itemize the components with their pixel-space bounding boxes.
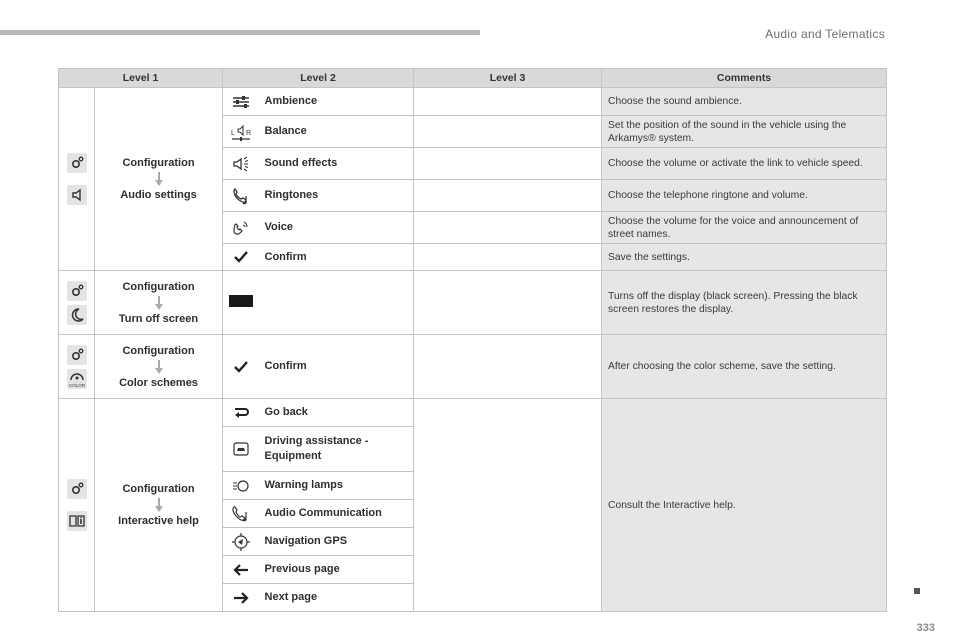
footer-marker [914, 588, 920, 594]
comment-cell: Save the settings. [602, 244, 887, 271]
level2-label: Driving assistance - Equipment [259, 427, 414, 472]
go-back-icon [223, 399, 259, 427]
moon-icon [67, 305, 87, 325]
comment-cell: Set the position of the sound in the vehicle using the Arkamys® system. [602, 116, 887, 148]
level1-top-label: Configuration [122, 344, 195, 357]
level1-cell [95, 88, 223, 271]
black-screen-icon [223, 271, 259, 335]
level2-label: Voice [259, 212, 414, 244]
car-icon [223, 427, 259, 472]
header-level-2: Level 2 [223, 69, 414, 88]
level1-top-label: Configuration [122, 483, 195, 495]
comment-cell: Choose the telephone ringtone and volume. [602, 180, 887, 212]
level1-bottom-label: Audio settings [120, 189, 197, 201]
level1-bottom-label: Color schemes [119, 376, 198, 389]
comment-cell: Choose the sound ambience. [602, 88, 887, 116]
group-icons [59, 88, 95, 271]
comment-cell: Choose the volume or activate the link to vehicle speed. [602, 148, 887, 180]
speaker-icon [67, 185, 87, 205]
navigation-icon [223, 528, 259, 556]
level1-bottom-label: Turn off screen [118, 312, 199, 325]
help-book-icon [67, 511, 87, 531]
level2-label: Navigation GPS [259, 528, 414, 556]
arrow-down-icon [154, 172, 164, 186]
level2-label: Ambience [259, 88, 414, 116]
level2-label: Confirm [259, 335, 414, 399]
group-icons [59, 399, 95, 612]
level3-cell [414, 180, 602, 212]
level2-label: Next page [259, 584, 414, 612]
header-level-3: Level 3 [414, 69, 602, 88]
level3-cell [414, 271, 602, 335]
level2-label: Warning lamps [259, 472, 414, 500]
warning-lamp-icon [223, 472, 259, 500]
arrow-left-icon [223, 556, 259, 584]
settings-table [58, 68, 887, 612]
sliders-icon [223, 88, 259, 116]
color-icon [67, 369, 87, 389]
arrow-down-icon [154, 498, 164, 512]
level1-cell [95, 335, 223, 399]
comment-cell: After choosing the color scheme, save the setting. [602, 335, 887, 399]
table-row [59, 399, 887, 427]
page-number: 333 [916, 622, 935, 634]
level2-label: Confirm [259, 244, 414, 271]
arrow-down-icon [154, 296, 164, 310]
svg-text:L: L [230, 129, 235, 137]
level3-cell [414, 335, 602, 399]
settings-gear-icon [67, 479, 87, 499]
comment-cell: Choose the volume for the voice and announcement of street names. [602, 212, 887, 244]
header-level-1: Level 1 [59, 69, 223, 88]
level3-cell [414, 399, 602, 612]
balance-icon [223, 116, 259, 148]
level3-cell [414, 88, 602, 116]
arrow-down-icon [154, 360, 164, 374]
comment-cell: Consult the Interactive help. [602, 399, 887, 612]
svg-text:R: R [245, 129, 251, 137]
settings-gear-icon [67, 153, 87, 173]
level2-label: Previous page [259, 556, 414, 584]
level2-label: Sound effects [259, 148, 414, 180]
ringtone-icon [223, 180, 259, 212]
table-header-row [59, 69, 887, 88]
level3-cell [414, 212, 602, 244]
checkmark-icon [223, 335, 259, 399]
group-icons [59, 271, 95, 335]
level3-cell [414, 148, 602, 180]
header-comments: Comments [602, 69, 887, 88]
level1-top-label: Configuration [122, 157, 195, 169]
level2-label: Go back [259, 399, 414, 427]
section-title: Audio and Telematics [765, 27, 885, 41]
level2-label: Ringtones [259, 180, 414, 212]
level3-cell [414, 244, 602, 271]
color-badge-label: COLOR [68, 382, 85, 388]
level1-top-label: Configuration [122, 280, 195, 293]
arrow-right-icon [223, 584, 259, 612]
table-row [59, 88, 887, 116]
level2-label [259, 271, 414, 335]
sound-effects-icon [223, 148, 259, 180]
top-decorative-bar [0, 30, 480, 35]
settings-gear-icon [67, 281, 87, 301]
table-row [59, 271, 887, 335]
level3-cell [414, 116, 602, 148]
table-row [59, 335, 887, 399]
level1-cell [95, 399, 223, 612]
comment-cell: Turns off the display (black screen). Pressing the black screen restores the display. [602, 271, 887, 335]
level1-bottom-label: Interactive help [118, 515, 199, 527]
checkmark-icon [223, 244, 259, 271]
level2-label: Balance [259, 116, 414, 148]
level1-cell [95, 271, 223, 335]
audio-phone-icon [223, 500, 259, 528]
settings-gear-icon [67, 345, 87, 365]
voice-icon [223, 212, 259, 244]
level2-label: Audio Communication [259, 500, 414, 528]
group-icons [59, 335, 95, 399]
